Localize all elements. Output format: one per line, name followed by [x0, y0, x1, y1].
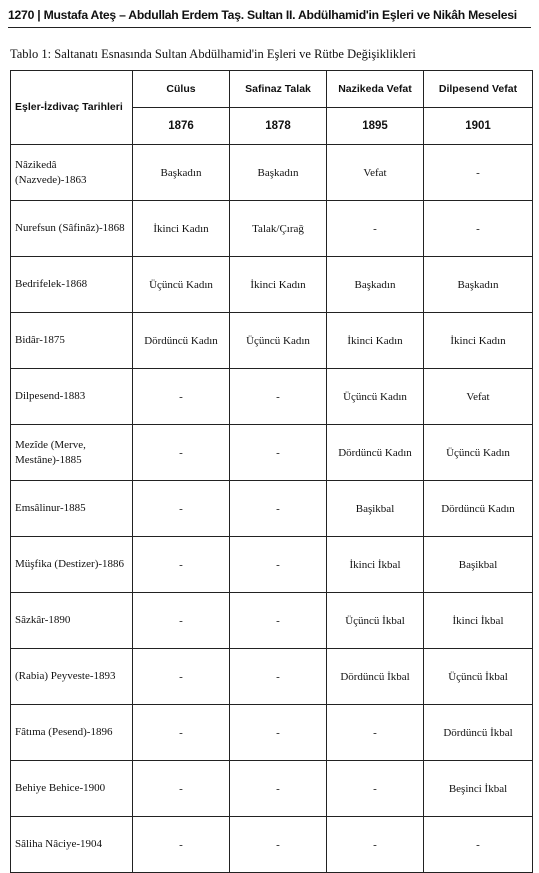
rank-cell: Başikbal — [424, 537, 533, 593]
table-row — [11, 817, 533, 873]
table-row — [11, 761, 533, 817]
table-row — [11, 369, 533, 425]
rank-cell: Üçüncü Kadın — [424, 425, 533, 481]
column-header-cülus: Cülus — [133, 71, 230, 108]
wife-name-cell: Nurefsun (Sâfinâz)-1868 — [11, 201, 133, 257]
rank-cell: Vefat — [327, 145, 424, 201]
column-header-nazikeda-vefat: Nazikeda Vefat — [327, 71, 424, 108]
rank-cell: İkinci Kadın — [133, 201, 230, 257]
wife-name-cell: (Rabia) Peyveste-1893 — [11, 649, 133, 705]
rank-cell: Üçüncü Kadın — [327, 369, 424, 425]
wife-name-cell: Bidâr-1875 — [11, 313, 133, 369]
rank-cell: Beşinci İkbal — [424, 761, 533, 817]
header-label-row — [11, 71, 533, 108]
table-row — [11, 593, 533, 649]
rank-cell: - — [133, 481, 230, 537]
wife-name-cell: Behiye Behice-1900 — [11, 761, 133, 817]
rank-cell: - — [230, 537, 327, 593]
table-row — [11, 705, 533, 761]
rank-cell: - — [133, 593, 230, 649]
rank-cell: - — [424, 817, 533, 873]
rank-cell: İkinci İkbal — [327, 537, 424, 593]
table-row — [11, 257, 533, 313]
wife-name-cell: Dilpesend-1883 — [11, 369, 133, 425]
rank-cell: Dördüncü Kadın — [133, 313, 230, 369]
rank-cell: Başkadın — [133, 145, 230, 201]
wife-name-cell: Nâzikedâ (Nazvede)-1863 — [11, 145, 133, 201]
rank-cell: İkinci Kadın — [327, 313, 424, 369]
rank-cell: Dördüncü Kadın — [327, 425, 424, 481]
rank-cell: İkinci Kadın — [230, 257, 327, 313]
rank-cell: - — [230, 481, 327, 537]
rank-cell: - — [133, 425, 230, 481]
rank-cell: Başkadın — [327, 257, 424, 313]
rank-cell: - — [230, 369, 327, 425]
rank-cell: - — [133, 705, 230, 761]
rank-cell: Üçüncü Kadın — [133, 257, 230, 313]
rank-cell: - — [133, 537, 230, 593]
rank-cell: Dördüncü İkbal — [327, 649, 424, 705]
rank-cell: - — [230, 425, 327, 481]
rank-cell: - — [133, 817, 230, 873]
rank-cell: - — [327, 761, 424, 817]
rank-cell: - — [327, 201, 424, 257]
column-header-dilpesend-vefat: Dilpesend Vefat — [424, 71, 533, 108]
wife-name-cell: Bedrifelek-1868 — [11, 257, 133, 313]
column-year: 1876 — [133, 108, 230, 145]
rank-cell: Üçüncü İkbal — [424, 649, 533, 705]
rank-cell: - — [133, 649, 230, 705]
table-row — [11, 313, 533, 369]
rank-cell: - — [230, 761, 327, 817]
rank-cell: - — [230, 817, 327, 873]
table-row — [11, 145, 533, 201]
rank-cell: - — [133, 761, 230, 817]
rank-cell: Başkadın — [424, 257, 533, 313]
rank-cell: Vefat — [424, 369, 533, 425]
column-year: 1901 — [424, 108, 533, 145]
wife-name-cell: Müşfika (Destizer)-1886 — [11, 537, 133, 593]
column-year: 1895 — [327, 108, 424, 145]
rank-cell: Başikbal — [327, 481, 424, 537]
rank-cell: Üçüncü Kadın — [230, 313, 327, 369]
wife-name-cell: Fâtıma (Pesend)-1896 — [11, 705, 133, 761]
rank-cell: Üçüncü İkbal — [327, 593, 424, 649]
table-row — [11, 537, 533, 593]
page-number: 1270 — [8, 8, 35, 22]
rank-cell: Başkadın — [230, 145, 327, 201]
table-row — [11, 425, 533, 481]
table-row — [11, 481, 533, 537]
rank-cell: - — [424, 145, 533, 201]
rank-cell: - — [327, 817, 424, 873]
rank-cell: Dördüncü İkbal — [424, 705, 533, 761]
rank-cell: - — [133, 369, 230, 425]
table-row — [11, 649, 533, 705]
rank-cell: İkinci Kadın — [424, 313, 533, 369]
running-title: Mustafa Ateş – Abdullah Erdem Taş. Sultan II. Abdülhamid'in Eşleri ve Nikâh Meselesi — [43, 8, 517, 22]
rank-cell: Dördüncü Kadın — [424, 481, 533, 537]
corner-header: Eşler-İzdivaç Tarihleri — [11, 71, 133, 145]
ranks-table — [10, 70, 533, 873]
rank-cell: - — [424, 201, 533, 257]
header-rule — [8, 27, 531, 28]
wife-name-cell: Mezîde (Merve, Mestâne)-1885 — [11, 425, 133, 481]
rank-cell: - — [230, 705, 327, 761]
rank-cell: - — [230, 649, 327, 705]
rank-cell: - — [327, 705, 424, 761]
table-body — [11, 145, 533, 873]
wife-name-cell: Emsâlinur-1885 — [11, 481, 133, 537]
table-row — [11, 201, 533, 257]
table-caption: Tablo 1: Saltanatı Esnasında Sultan Abdülhamid'in Eşleri ve Rütbe Değişiklikleri — [10, 47, 416, 61]
column-header-safinaz-talak: Safinaz Talak — [230, 71, 327, 108]
wife-name-cell: Sâliha Nâciye-1904 — [11, 817, 133, 873]
wife-name-cell: Sâzkâr-1890 — [11, 593, 133, 649]
rank-cell: - — [230, 593, 327, 649]
column-year: 1878 — [230, 108, 327, 145]
running-header: 1270 | Mustafa Ateş – Abdullah Erdem Taş. Sultan II. Abdülhamid'in Eşleri ve Nikâh Meselesi — [8, 8, 517, 22]
rank-cell: Talak/Çırağ — [230, 201, 327, 257]
rank-cell: İkinci İkbal — [424, 593, 533, 649]
